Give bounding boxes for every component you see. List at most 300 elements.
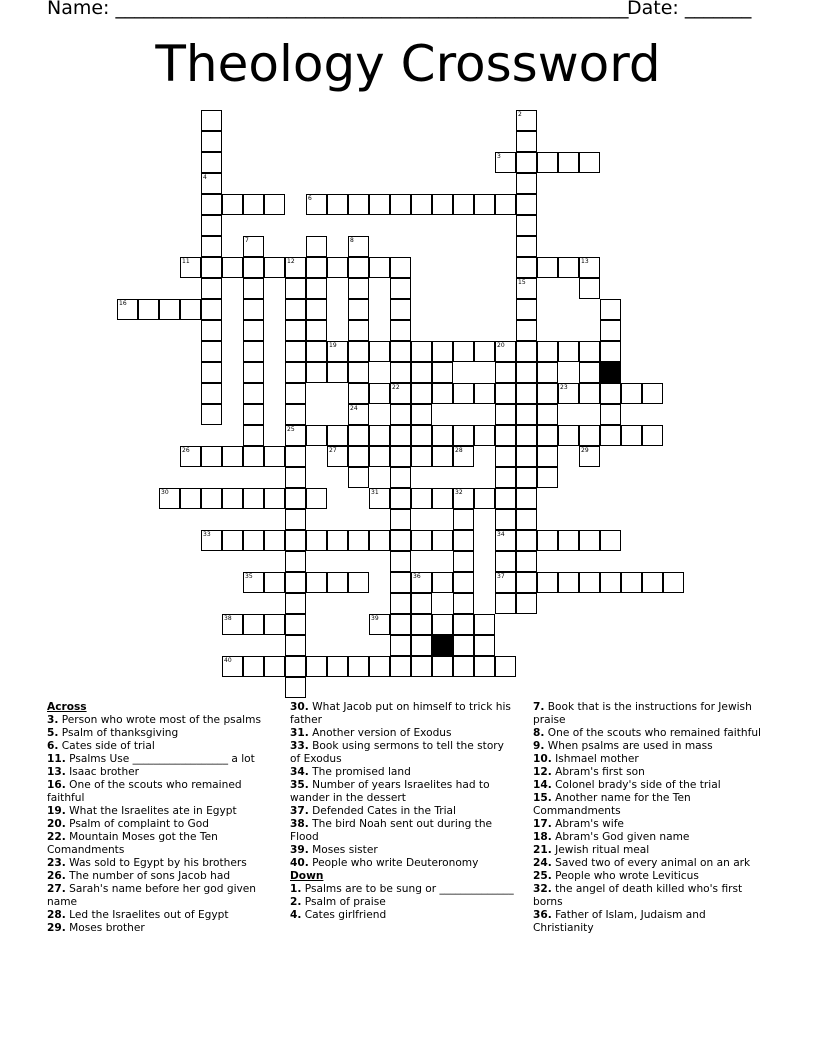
grid-cell[interactable]	[306, 341, 327, 362]
grid-cell[interactable]	[390, 614, 411, 635]
grid-cell[interactable]	[390, 278, 411, 299]
grid-cell[interactable]	[264, 614, 285, 635]
grid-cell[interactable]	[243, 446, 264, 467]
grid-cell[interactable]	[516, 572, 537, 593]
grid-cell[interactable]	[327, 194, 348, 215]
grid-cell[interactable]	[201, 299, 222, 320]
grid-cell[interactable]	[600, 404, 621, 425]
grid-cell[interactable]	[180, 446, 201, 467]
grid-cell[interactable]	[516, 362, 537, 383]
clue-item-number: 37.	[290, 805, 309, 817]
grid-cell[interactable]	[201, 236, 222, 257]
grid-cell[interactable]	[432, 425, 453, 446]
grid-cell[interactable]	[516, 236, 537, 257]
grid-cell[interactable]	[222, 257, 243, 278]
grid-cell[interactable]	[432, 383, 453, 404]
grid-cell[interactable]	[474, 614, 495, 635]
grid-cell[interactable]	[285, 383, 306, 404]
clue-item	[290, 805, 515, 818]
grid-cell[interactable]	[285, 572, 306, 593]
grid-cell[interactable]	[306, 530, 327, 551]
grid-cell[interactable]	[285, 467, 306, 488]
grid-cell[interactable]	[642, 425, 663, 446]
grid-cell[interactable]	[495, 404, 516, 425]
grid-cell[interactable]	[285, 320, 306, 341]
grid-cell[interactable]	[201, 404, 222, 425]
grid-cell[interactable]	[306, 362, 327, 383]
clue-item-number: 15.	[533, 792, 552, 804]
grid-cell[interactable]	[201, 446, 222, 467]
grid-cell[interactable]	[180, 299, 201, 320]
grid-cell[interactable]	[390, 635, 411, 656]
grid-cell[interactable]	[201, 488, 222, 509]
grid-cell[interactable]	[390, 656, 411, 677]
grid-cell[interactable]	[453, 194, 474, 215]
clue-item	[533, 909, 763, 935]
grid-cell[interactable]	[306, 656, 327, 677]
grid-cell[interactable]	[243, 299, 264, 320]
grid-cell[interactable]	[390, 383, 411, 404]
grid-cell[interactable]	[537, 530, 558, 551]
grid-cell[interactable]	[285, 509, 306, 530]
black-cell	[600, 362, 621, 383]
grid-cell[interactable]	[516, 530, 537, 551]
grid-cell[interactable]	[306, 236, 327, 257]
clue-item-text: Mountain Moses got the Ten Comandments	[47, 831, 218, 856]
clue-item-text: Psalm of thanksgiving	[58, 727, 179, 739]
grid-cell[interactable]	[453, 425, 474, 446]
grid-cell[interactable]	[348, 194, 369, 215]
grid-cell[interactable]	[495, 341, 516, 362]
grid-cell[interactable]	[285, 362, 306, 383]
clue-item	[47, 753, 272, 766]
grid-cell[interactable]	[243, 572, 264, 593]
grid-cell[interactable]	[411, 572, 432, 593]
grid-cell[interactable]	[495, 446, 516, 467]
grid-cell[interactable]	[264, 530, 285, 551]
grid-cell[interactable]	[390, 467, 411, 488]
grid-cell[interactable]	[243, 656, 264, 677]
grid-cell[interactable]	[348, 383, 369, 404]
grid-cell[interactable]	[600, 320, 621, 341]
grid-cell[interactable]	[390, 509, 411, 530]
grid-cell[interactable]	[117, 299, 138, 320]
grid-cell[interactable]	[516, 551, 537, 572]
grid-cell[interactable]	[516, 593, 537, 614]
grid-cell[interactable]	[390, 257, 411, 278]
grid-cell[interactable]	[285, 446, 306, 467]
grid-cell[interactable]	[306, 194, 327, 215]
grid-cell[interactable]	[516, 278, 537, 299]
clue-item-text: Number of years Israelites had to wander in the dessert	[290, 779, 490, 804]
grid-cell[interactable]	[474, 425, 495, 446]
grid-cell[interactable]	[474, 383, 495, 404]
grid-cell[interactable]	[348, 362, 369, 383]
grid-cell[interactable]	[663, 572, 684, 593]
grid-cell[interactable]	[558, 341, 579, 362]
grid-cell[interactable]	[285, 299, 306, 320]
grid-cell[interactable]	[642, 572, 663, 593]
grid-cell[interactable]	[243, 341, 264, 362]
grid-cell[interactable]	[243, 488, 264, 509]
grid-cell[interactable]	[432, 614, 453, 635]
grid-cell[interactable]	[243, 194, 264, 215]
grid-cell[interactable]	[201, 320, 222, 341]
grid-cell[interactable]	[495, 194, 516, 215]
grid-cell[interactable]	[243, 362, 264, 383]
grid-cell[interactable]	[390, 404, 411, 425]
grid-cell[interactable]	[537, 383, 558, 404]
grid-cell[interactable]	[390, 593, 411, 614]
grid-cell[interactable]	[537, 425, 558, 446]
grid-cell[interactable]	[201, 341, 222, 362]
grid-cell[interactable]	[432, 362, 453, 383]
grid-cell[interactable]	[621, 425, 642, 446]
grid-cell[interactable]	[285, 677, 306, 698]
grid-cell[interactable]	[306, 257, 327, 278]
clue-item	[290, 818, 515, 844]
grid-cell[interactable]	[201, 530, 222, 551]
grid-cell[interactable]	[264, 488, 285, 509]
grid-cell[interactable]	[390, 551, 411, 572]
grid-cell[interactable]	[516, 299, 537, 320]
grid-cell[interactable]	[411, 341, 432, 362]
grid-cell[interactable]	[243, 404, 264, 425]
grid-cell[interactable]	[285, 614, 306, 635]
grid-cell[interactable]	[516, 215, 537, 236]
grid-cell[interactable]	[495, 383, 516, 404]
grid-cell[interactable]	[516, 425, 537, 446]
grid-cell[interactable]	[537, 467, 558, 488]
grid-cell[interactable]	[432, 194, 453, 215]
grid-cell[interactable]	[306, 488, 327, 509]
grid-cell[interactable]	[411, 404, 432, 425]
grid-cell[interactable]	[516, 173, 537, 194]
grid-cell[interactable]	[369, 257, 390, 278]
grid-cell[interactable]	[159, 488, 180, 509]
grid-cell[interactable]	[516, 341, 537, 362]
grid-cell[interactable]	[537, 362, 558, 383]
grid-cell[interactable]	[474, 341, 495, 362]
grid-cell[interactable]	[516, 383, 537, 404]
clue-item-number: 3.	[47, 714, 59, 726]
grid-cell[interactable]	[432, 656, 453, 677]
grid-cell[interactable]	[390, 572, 411, 593]
grid-cell[interactable]	[348, 404, 369, 425]
grid-cell[interactable]	[159, 299, 180, 320]
grid-cell[interactable]	[327, 446, 348, 467]
grid-cell[interactable]	[411, 362, 432, 383]
grid-cell[interactable]	[411, 635, 432, 656]
grid-cell[interactable]	[495, 593, 516, 614]
grid-cell[interactable]	[411, 446, 432, 467]
grid-cell[interactable]	[306, 425, 327, 446]
grid-cell[interactable]	[201, 362, 222, 383]
grid-cell[interactable]	[537, 572, 558, 593]
grid-cell[interactable]	[348, 656, 369, 677]
grid-cell[interactable]	[348, 446, 369, 467]
grid-cell[interactable]	[222, 614, 243, 635]
grid-cell[interactable]	[243, 257, 264, 278]
grid-cell[interactable]	[348, 236, 369, 257]
grid-cell[interactable]	[180, 488, 201, 509]
grid-cell[interactable]	[285, 551, 306, 572]
grid-cell[interactable]	[327, 257, 348, 278]
grid-cell[interactable]	[453, 656, 474, 677]
grid-cell[interactable]	[495, 530, 516, 551]
grid-cell[interactable]	[516, 404, 537, 425]
grid-cell[interactable]	[201, 194, 222, 215]
grid-cell[interactable]	[222, 194, 243, 215]
grid-cell[interactable]	[285, 635, 306, 656]
grid-cell[interactable]	[621, 572, 642, 593]
grid-cell[interactable]	[411, 488, 432, 509]
grid-cell[interactable]	[516, 131, 537, 152]
grid-cell[interactable]	[348, 467, 369, 488]
grid-cell[interactable]	[432, 341, 453, 362]
grid-cell[interactable]	[411, 383, 432, 404]
clue-item	[533, 883, 763, 909]
grid-cell[interactable]	[495, 509, 516, 530]
grid-cell[interactable]	[201, 215, 222, 236]
grid-cell[interactable]	[495, 488, 516, 509]
grid-cell[interactable]	[621, 383, 642, 404]
grid-cell[interactable]	[369, 341, 390, 362]
grid-cell[interactable]	[348, 320, 369, 341]
grid-cell[interactable]	[348, 572, 369, 593]
grid-cell[interactable]	[495, 152, 516, 173]
grid-cell[interactable]	[558, 425, 579, 446]
grid-cell[interactable]	[453, 446, 474, 467]
grid-cell[interactable]	[453, 341, 474, 362]
grid-cell[interactable]	[243, 614, 264, 635]
grid-cell[interactable]	[327, 362, 348, 383]
grid-cell[interactable]	[306, 320, 327, 341]
grid-cell[interactable]	[600, 299, 621, 320]
grid-cell[interactable]	[390, 320, 411, 341]
grid-cell[interactable]	[222, 446, 243, 467]
grid-cell[interactable]	[243, 530, 264, 551]
grid-cell[interactable]	[453, 551, 474, 572]
grid-cell[interactable]	[264, 572, 285, 593]
grid-cell[interactable]	[579, 572, 600, 593]
grid-cell[interactable]	[579, 383, 600, 404]
grid-cell[interactable]	[516, 488, 537, 509]
grid-cell[interactable]	[558, 572, 579, 593]
grid-cell[interactable]	[516, 320, 537, 341]
grid-cell[interactable]	[432, 530, 453, 551]
grid-cell[interactable]	[474, 635, 495, 656]
grid-cell[interactable]	[285, 488, 306, 509]
grid-cell[interactable]	[285, 404, 306, 425]
grid-cell[interactable]	[558, 530, 579, 551]
grid-cell[interactable]	[474, 488, 495, 509]
grid-cell[interactable]	[243, 425, 264, 446]
grid-cell[interactable]	[201, 278, 222, 299]
grid-cell[interactable]	[369, 194, 390, 215]
grid-cell[interactable]	[579, 530, 600, 551]
grid-cell[interactable]	[369, 614, 390, 635]
grid-cell[interactable]	[390, 446, 411, 467]
grid-cell[interactable]	[600, 425, 621, 446]
grid-cell[interactable]	[222, 656, 243, 677]
grid-cell[interactable]	[453, 383, 474, 404]
grid-cell[interactable]	[516, 194, 537, 215]
grid-cell[interactable]	[306, 278, 327, 299]
grid-cell[interactable]	[432, 446, 453, 467]
grid-cell[interactable]	[264, 257, 285, 278]
grid-cell[interactable]	[369, 383, 390, 404]
grid-cell[interactable]	[537, 152, 558, 173]
grid-cell[interactable]	[453, 488, 474, 509]
grid-cell[interactable]	[579, 278, 600, 299]
clue-item-text: Psalms Use __________________ a lot	[65, 753, 255, 765]
clue-item-text: Saved two of every animal on an ark	[551, 857, 751, 869]
grid-cell[interactable]	[243, 278, 264, 299]
grid-cell[interactable]	[411, 194, 432, 215]
grid-cell[interactable]	[390, 488, 411, 509]
grid-cell[interactable]	[243, 320, 264, 341]
grid-cell[interactable]	[516, 467, 537, 488]
grid-cell[interactable]	[285, 530, 306, 551]
grid-cell[interactable]	[264, 656, 285, 677]
grid-cell[interactable]	[516, 446, 537, 467]
grid-cell[interactable]	[201, 257, 222, 278]
grid-cell[interactable]	[495, 425, 516, 446]
grid-cell[interactable]	[390, 530, 411, 551]
grid-cell[interactable]	[495, 467, 516, 488]
grid-cell[interactable]	[285, 278, 306, 299]
grid-cell[interactable]	[600, 383, 621, 404]
grid-cell[interactable]	[495, 551, 516, 572]
grid-cell[interactable]	[327, 656, 348, 677]
grid-cell[interactable]	[600, 530, 621, 551]
grid-cell[interactable]	[264, 446, 285, 467]
grid-cell[interactable]	[558, 257, 579, 278]
grid-cell[interactable]	[495, 572, 516, 593]
grid-cell[interactable]	[390, 194, 411, 215]
clue-item-number: 35.	[290, 779, 309, 791]
grid-cell[interactable]	[369, 425, 390, 446]
grid-cell[interactable]	[348, 530, 369, 551]
grid-cell[interactable]	[201, 131, 222, 152]
grid-cell[interactable]	[600, 572, 621, 593]
grid-cell[interactable]	[201, 152, 222, 173]
clue-number: 38	[224, 615, 232, 622]
grid-cell[interactable]	[138, 299, 159, 320]
grid-cell[interactable]	[222, 530, 243, 551]
grid-cell[interactable]	[348, 257, 369, 278]
grid-cell[interactable]	[327, 341, 348, 362]
grid-cell[interactable]	[390, 362, 411, 383]
grid-cell[interactable]	[579, 152, 600, 173]
grid-cell[interactable]	[390, 299, 411, 320]
grid-cell[interactable]	[537, 446, 558, 467]
grid-cell[interactable]	[432, 488, 453, 509]
grid-cell[interactable]	[516, 110, 537, 131]
grid-cell[interactable]	[369, 656, 390, 677]
grid-cell[interactable]	[558, 152, 579, 173]
grid-cell[interactable]	[369, 530, 390, 551]
grid-cell[interactable]	[285, 656, 306, 677]
grid-cell[interactable]	[348, 278, 369, 299]
grid-cell[interactable]	[537, 341, 558, 362]
grid-cell[interactable]	[180, 257, 201, 278]
grid-cell[interactable]	[285, 593, 306, 614]
grid-cell[interactable]	[390, 341, 411, 362]
grid-cell[interactable]	[411, 614, 432, 635]
grid-cell[interactable]	[453, 572, 474, 593]
grid-cell[interactable]	[348, 299, 369, 320]
grid-cell[interactable]	[243, 236, 264, 257]
grid-cell[interactable]	[369, 446, 390, 467]
grid-cell[interactable]	[558, 383, 579, 404]
grid-cell[interactable]	[516, 257, 537, 278]
grid-cell[interactable]	[453, 509, 474, 530]
grid-cell[interactable]	[432, 572, 453, 593]
grid-cell[interactable]	[474, 194, 495, 215]
grid-cell[interactable]	[411, 425, 432, 446]
grid-cell[interactable]	[285, 425, 306, 446]
grid-cell[interactable]	[369, 488, 390, 509]
grid-cell[interactable]	[537, 257, 558, 278]
grid-cell[interactable]	[579, 362, 600, 383]
clue-number: 34	[497, 531, 505, 538]
grid-cell[interactable]	[348, 425, 369, 446]
grid-cell[interactable]	[495, 656, 516, 677]
grid-cell[interactable]	[411, 593, 432, 614]
grid-cell[interactable]	[201, 383, 222, 404]
grid-cell[interactable]	[201, 173, 222, 194]
grid-cell[interactable]	[411, 530, 432, 551]
grid-cell[interactable]	[474, 656, 495, 677]
clue-item-number: 1.	[290, 883, 302, 895]
grid-cell[interactable]	[348, 341, 369, 362]
clue-item-number: 40.	[290, 857, 309, 869]
clue-item-text: Colonel brady's side of the trial	[551, 779, 721, 791]
grid-cell[interactable]	[516, 152, 537, 173]
grid-cell[interactable]	[642, 383, 663, 404]
grid-cell[interactable]	[600, 341, 621, 362]
grid-cell[interactable]	[264, 194, 285, 215]
grid-cell[interactable]	[327, 425, 348, 446]
grid-cell[interactable]	[243, 383, 264, 404]
grid-cell[interactable]	[306, 572, 327, 593]
grid-cell[interactable]	[453, 593, 474, 614]
grid-cell[interactable]	[579, 446, 600, 467]
grid-cell[interactable]	[222, 488, 243, 509]
grid-cell[interactable]	[327, 530, 348, 551]
grid-cell[interactable]	[201, 110, 222, 131]
grid-cell[interactable]	[285, 257, 306, 278]
grid-cell[interactable]	[579, 257, 600, 278]
clue-item-text: What the Israelites ate in Egypt	[65, 805, 237, 817]
grid-cell[interactable]	[453, 635, 474, 656]
grid-cell[interactable]	[453, 530, 474, 551]
grid-cell[interactable]	[453, 614, 474, 635]
grid-cell[interactable]	[537, 404, 558, 425]
grid-cell[interactable]	[579, 341, 600, 362]
grid-cell[interactable]	[390, 425, 411, 446]
grid-cell[interactable]	[495, 362, 516, 383]
grid-cell[interactable]	[579, 425, 600, 446]
grid-cell[interactable]	[327, 572, 348, 593]
grid-cell[interactable]	[306, 299, 327, 320]
grid-cell[interactable]	[516, 509, 537, 530]
clue-item-text: Sarah's name before her god given name	[47, 883, 257, 908]
grid-cell[interactable]	[285, 341, 306, 362]
grid-cell[interactable]	[411, 656, 432, 677]
